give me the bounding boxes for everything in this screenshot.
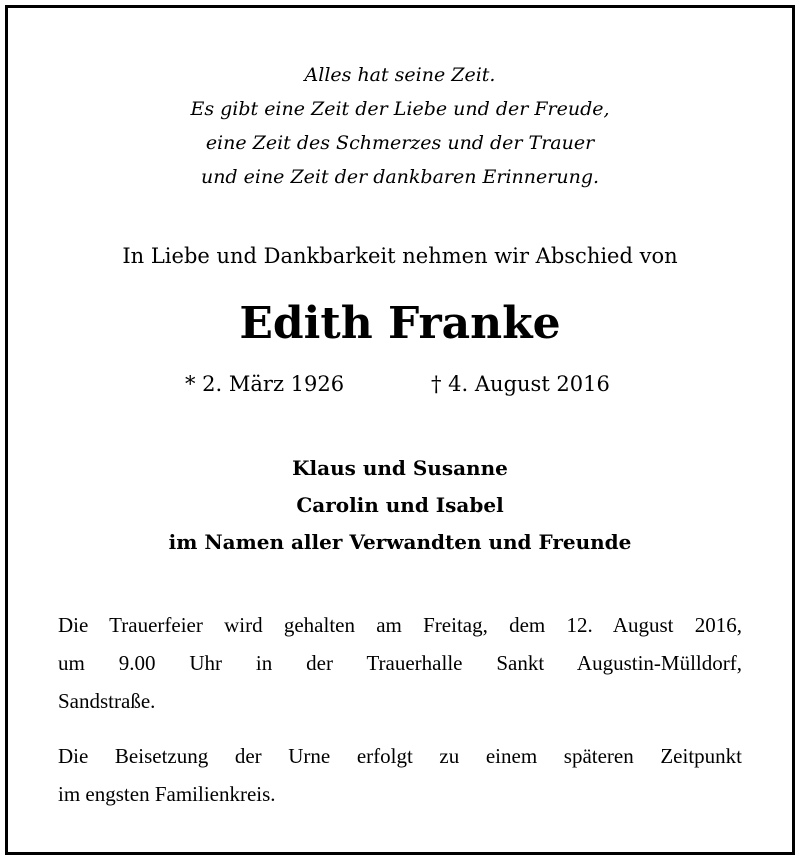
poem-line-3: eine Zeit des Schmerzes und der Trauer — [205, 132, 595, 154]
poem-line-2: Es gibt eine Zeit der Liebe und der Freude, — [190, 98, 610, 120]
mourner-line-2: Carolin und Isabel — [296, 493, 504, 517]
service-line-3: Sandstraße. — [58, 689, 156, 713]
burial-line-1: Die Beisetzung der Urne erfolgt zu einem späteren Zeitpunkt — [58, 744, 742, 768]
deceased-name: Edith Franke — [239, 298, 561, 349]
birth-date: * 2. März 1926 — [185, 372, 345, 396]
mourner-line-1: Klaus und Susanne — [292, 456, 508, 480]
life-dates — [8, 372, 792, 402]
obituary-notice — [5, 5, 795, 855]
funeral-service-paragraph — [58, 606, 742, 720]
burial-line-2: im engsten Familienkreis. — [58, 782, 276, 806]
mourner-line-3: im Namen aller Verwandten und Freunde — [168, 530, 632, 554]
poem-line-1: Alles hat seine Zeit. — [304, 64, 496, 86]
death-date: † 4. August 2016 — [431, 372, 610, 396]
service-line-1: Die Trauerfeier wird gehalten am Freitag, dem 12. August 2016, — [58, 613, 742, 637]
service-line-2: um 9.00 Uhr in der Trauerhalle Sankt Augustin-Mülldorf, — [58, 651, 742, 675]
farewell-intro: In Liebe und Dankbarkeit nehmen wir Abschied von — [122, 244, 678, 268]
burial-paragraph — [58, 737, 742, 813]
poem-line-4: und eine Zeit der dankbaren Erinnerung. — [200, 166, 600, 188]
